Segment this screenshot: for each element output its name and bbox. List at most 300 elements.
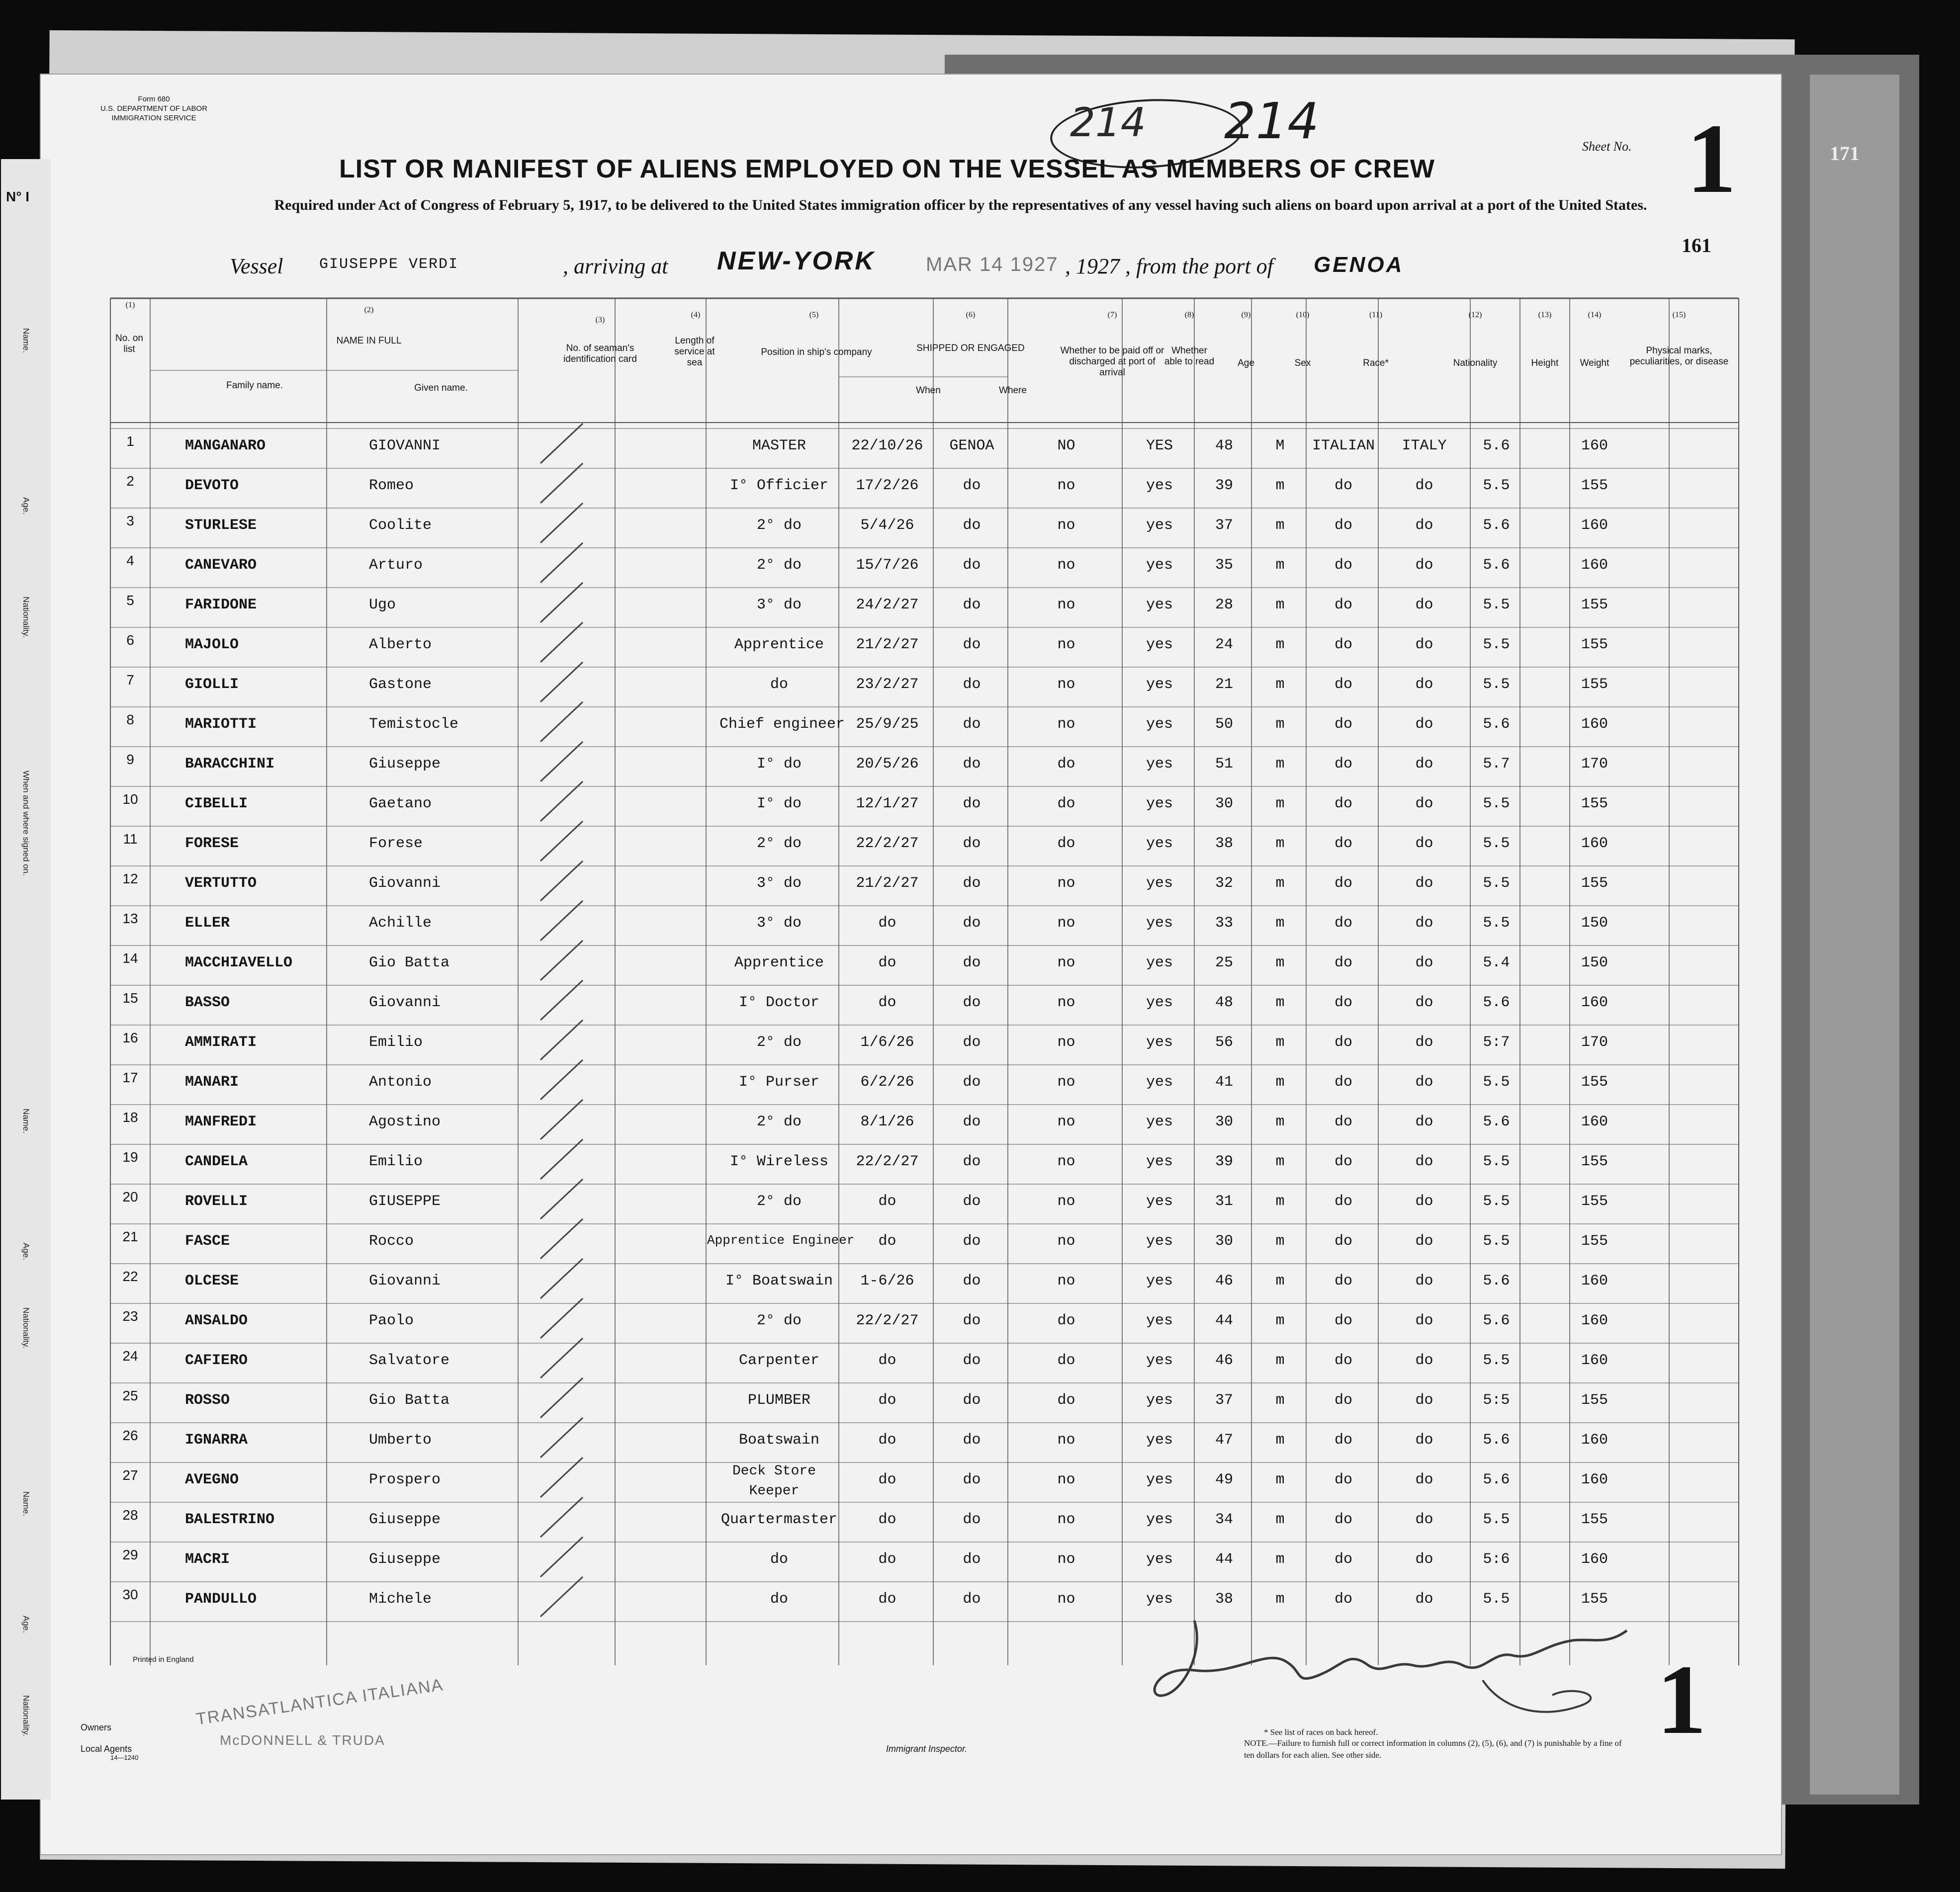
where-cell: do <box>963 1591 981 1608</box>
race-cell: do <box>1334 1511 1352 1528</box>
where-cell: do <box>963 1392 981 1409</box>
able-to-read-cell: yes <box>1146 1312 1173 1329</box>
nationality-cell: do <box>1415 1233 1433 1250</box>
table-row <box>41 627 1781 667</box>
nationality-cell: do <box>1415 954 1433 971</box>
when-cell: 17/2/26 <box>856 477 919 494</box>
paid-off-cell: no <box>1057 1551 1075 1568</box>
col-2-given: Given name. <box>414 383 468 393</box>
row-number: 23 <box>122 1308 138 1324</box>
when-cell: do <box>878 1471 896 1488</box>
row-number: 3 <box>126 513 134 528</box>
nationality-cell: do <box>1415 875 1433 892</box>
strip-label: Age. <box>21 497 31 515</box>
height-cell: 5.4 <box>1483 954 1510 971</box>
paid-off-cell: no <box>1057 597 1075 613</box>
row-number: 25 <box>122 1388 138 1403</box>
where-cell: do <box>963 676 981 693</box>
where-cell: do <box>963 835 981 852</box>
position-cell: do <box>770 676 788 693</box>
weight-cell: 155 <box>1581 1511 1608 1528</box>
form-number: Form 680 <box>138 95 170 103</box>
age-cell: 37 <box>1215 1392 1233 1409</box>
height-cell: 5.6 <box>1483 517 1510 534</box>
when-cell: 22/2/27 <box>856 1312 919 1329</box>
where-cell: do <box>963 1551 981 1568</box>
col-6-label: SHIPPED OR ENGAGED <box>916 343 1025 353</box>
race-cell: do <box>1334 875 1352 892</box>
sex-cell: m <box>1275 1153 1285 1170</box>
when-cell: 21/2/27 <box>856 636 919 653</box>
age-cell: 37 <box>1215 517 1233 534</box>
table-row <box>41 508 1781 548</box>
race-cell: do <box>1334 1233 1352 1250</box>
where-cell: GENOA <box>949 437 994 454</box>
weight-cell: 150 <box>1581 954 1608 971</box>
when-cell: do <box>878 994 896 1011</box>
age-cell: 28 <box>1215 597 1233 613</box>
nationality-cell: do <box>1415 557 1433 574</box>
col-11-label: Race* <box>1363 358 1389 368</box>
sex-cell: m <box>1275 795 1285 812</box>
departure-port: GENOA <box>1314 253 1404 277</box>
table-row <box>41 826 1781 866</box>
table-row <box>41 906 1781 946</box>
arrival-port: NEW-YORK <box>717 247 876 275</box>
age-cell: 41 <box>1215 1074 1233 1091</box>
row-number: 7 <box>126 672 134 688</box>
family-name-cell: BASSO <box>185 994 230 1011</box>
paid-off-cell: no <box>1057 1471 1075 1488</box>
able-to-read-cell: yes <box>1146 1352 1173 1369</box>
where-cell: do <box>963 1312 981 1329</box>
race-cell: do <box>1334 676 1352 693</box>
strip-number: N° I <box>6 189 29 204</box>
sex-cell: m <box>1275 1511 1285 1528</box>
sex-cell: m <box>1275 636 1285 653</box>
nationality-cell: do <box>1415 517 1433 534</box>
given-name-cell: Rocco <box>369 1233 414 1250</box>
weight-cell: 155 <box>1581 1193 1608 1210</box>
row-number: 22 <box>122 1269 138 1284</box>
row-number: 15 <box>122 990 138 1006</box>
race-cell: do <box>1334 636 1352 653</box>
col-14-label: Weight <box>1580 358 1609 368</box>
height-cell: 5.6 <box>1483 1273 1510 1290</box>
paid-off-cell: no <box>1057 1034 1075 1051</box>
sex-cell: m <box>1275 1471 1285 1488</box>
race-cell: do <box>1334 915 1352 932</box>
circled-number: 214 <box>1070 99 1146 146</box>
family-name-cell: IGNARRA <box>185 1432 248 1449</box>
paid-off-cell: do <box>1057 1392 1075 1409</box>
race-cell: do <box>1334 1153 1352 1170</box>
race-cell: do <box>1334 1432 1352 1449</box>
given-name-cell: Temistocle <box>369 716 459 733</box>
sex-cell: m <box>1275 1034 1285 1051</box>
race-cell: do <box>1334 1591 1352 1608</box>
given-name-cell: Giovanni <box>369 875 441 892</box>
strip-label: Age. <box>21 1616 31 1633</box>
col-12-label: Nationality <box>1453 358 1498 368</box>
family-name-cell: STURLESE <box>185 517 257 534</box>
when-cell: do <box>878 1511 896 1528</box>
nationality-cell: do <box>1415 994 1433 1011</box>
where-cell: do <box>963 636 981 653</box>
able-to-read-cell: yes <box>1146 756 1173 773</box>
weight-cell: 155 <box>1581 1591 1608 1608</box>
age-cell: 48 <box>1215 437 1233 454</box>
able-to-read-cell: yes <box>1146 517 1173 534</box>
given-name-cell: Giuseppe <box>369 1511 441 1528</box>
given-name-cell: Gio Batta <box>369 954 450 971</box>
row-number: 12 <box>122 871 138 886</box>
weight-cell: 155 <box>1581 1392 1608 1409</box>
weight-cell: 160 <box>1581 835 1608 852</box>
sex-cell: m <box>1275 875 1285 892</box>
family-name-cell: MARIOTTI <box>185 716 257 733</box>
race-cell: do <box>1334 716 1352 733</box>
age-cell: 33 <box>1215 915 1233 932</box>
position-cell: I° Doctor <box>738 994 820 1011</box>
sex-cell: m <box>1275 1193 1285 1210</box>
row-number: 10 <box>122 791 138 807</box>
position-cell: I° do <box>756 795 802 812</box>
strip-label: When and where signed on. <box>21 771 31 876</box>
family-name-cell: DEVOTO <box>185 477 239 494</box>
row-number: 11 <box>123 831 138 847</box>
where-cell: do <box>963 477 981 494</box>
family-name-cell: ROVELLI <box>185 1193 248 1210</box>
strip-label: Name. <box>21 1491 31 1517</box>
where-cell: do <box>963 915 981 932</box>
able-to-read-cell: yes <box>1146 1193 1173 1210</box>
position-cell: I° Boatswain <box>725 1273 833 1290</box>
height-cell: 5.5 <box>1483 676 1510 693</box>
family-name-cell: OLCESE <box>185 1273 239 1290</box>
position-cell: PLUMBER <box>747 1392 811 1409</box>
able-to-read-cell: yes <box>1146 1153 1173 1170</box>
age-cell: 39 <box>1215 477 1233 494</box>
family-name-cell: MANARI <box>185 1074 239 1091</box>
strip-label: Nationality. <box>21 1307 31 1349</box>
sex-cell: m <box>1275 716 1285 733</box>
race-cell: do <box>1334 1471 1352 1488</box>
paid-off-cell: no <box>1057 875 1075 892</box>
position-cell: 3° do <box>756 597 802 613</box>
when-cell: 21/2/27 <box>856 875 919 892</box>
given-name-cell: Alberto <box>369 636 432 653</box>
col-6-where: Where <box>999 385 1027 396</box>
height-cell: 5.7 <box>1483 756 1510 773</box>
family-name-cell: CANEVARO <box>185 557 257 574</box>
department: U.S. DEPARTMENT OF LABOR <box>100 104 208 113</box>
position-cell: 2° do <box>756 517 802 534</box>
height-cell: 5.5 <box>1483 1233 1510 1250</box>
family-name-cell: FORESE <box>185 835 239 852</box>
where-cell: do <box>963 597 981 613</box>
table-row <box>41 1502 1781 1542</box>
height-cell: 5.6 <box>1483 1312 1510 1329</box>
height-cell: 5.6 <box>1483 716 1510 733</box>
vessel-name: GIUSEPPE VERDI <box>319 256 459 273</box>
row-number: 16 <box>122 1030 138 1045</box>
age-cell: 30 <box>1215 1233 1233 1250</box>
height-cell: 5:6 <box>1483 1551 1510 1568</box>
race-cell: do <box>1334 1273 1352 1290</box>
strip-label: Nationality. <box>21 1695 31 1736</box>
able-to-read-cell: yes <box>1146 1233 1173 1250</box>
row-number: 28 <box>122 1507 138 1523</box>
paid-off-cell: no <box>1057 994 1075 1011</box>
paid-off-cell: do <box>1057 795 1075 812</box>
family-name-cell: CIBELLI <box>185 795 248 812</box>
where-cell: do <box>963 1193 981 1210</box>
col-4-num: (4) <box>691 311 701 319</box>
where-cell: do <box>963 1471 981 1488</box>
table-row <box>41 1423 1781 1462</box>
age-cell: 51 <box>1215 756 1233 773</box>
nationality-cell: do <box>1415 1432 1433 1449</box>
vessel-label: Vessel <box>230 254 283 278</box>
height-cell: 5.5 <box>1483 1193 1510 1210</box>
position-cell: 2° do <box>756 1034 802 1051</box>
able-to-read-cell: yes <box>1146 1392 1173 1409</box>
sex-cell: m <box>1275 756 1285 773</box>
col-13-num: (13) <box>1538 311 1552 319</box>
able-to-read-cell: yes <box>1146 1551 1173 1568</box>
weight-cell: 155 <box>1581 795 1608 812</box>
weight-cell: 155 <box>1581 477 1608 494</box>
col-10-num: (10) <box>1296 311 1310 319</box>
given-name-cell: Forese <box>369 835 423 852</box>
position-cell: Quartermaster <box>720 1511 838 1528</box>
race-cell: do <box>1334 1551 1352 1568</box>
weight-cell: 155 <box>1581 1153 1608 1170</box>
col-6-num: (6) <box>966 311 976 319</box>
family-name-cell: VERTUTTO <box>185 875 257 892</box>
height-cell: 5.5 <box>1483 477 1510 494</box>
race-cell: do <box>1334 994 1352 1011</box>
able-to-read-cell: yes <box>1146 994 1173 1011</box>
weight-cell: 170 <box>1581 756 1608 773</box>
age-cell: 49 <box>1215 1471 1233 1488</box>
when-cell: do <box>878 1193 896 1210</box>
given-name-cell: Giuseppe <box>369 756 441 773</box>
race-cell: do <box>1334 756 1352 773</box>
height-cell: 5.6 <box>1483 994 1510 1011</box>
family-name-cell: CAFIERO <box>185 1352 248 1369</box>
where-cell: do <box>963 1511 981 1528</box>
position-cell: do <box>770 1591 788 1608</box>
given-name-cell: Gastone <box>369 676 432 693</box>
table-row <box>41 1303 1781 1343</box>
sex-cell: m <box>1275 915 1285 932</box>
sex-cell: m <box>1275 1312 1285 1329</box>
age-cell: 44 <box>1215 1312 1233 1329</box>
col-9-num: (9) <box>1241 311 1251 319</box>
age-cell: 48 <box>1215 994 1233 1011</box>
col-2-family: Family name. <box>226 380 283 391</box>
height-cell: 5.6 <box>1483 1471 1510 1488</box>
nationality-cell: do <box>1415 1511 1433 1528</box>
weight-cell: 150 <box>1581 915 1608 932</box>
age-cell: 21 <box>1215 676 1233 693</box>
given-name-cell: Agostino <box>369 1114 441 1130</box>
nationality-cell: do <box>1415 597 1433 613</box>
sex-cell: M <box>1275 437 1285 454</box>
given-name-cell: Giovanni <box>369 994 441 1011</box>
age-cell: 35 <box>1215 557 1233 574</box>
date-stamp: MAR 14 1927 <box>926 254 1059 275</box>
paid-off-cell: no <box>1057 915 1075 932</box>
when-cell: do <box>878 1432 896 1449</box>
table-row <box>41 1184 1781 1224</box>
paid-off-cell: no <box>1057 1193 1075 1210</box>
paid-off-cell: no <box>1057 517 1075 534</box>
bottom-sheet-number: 1 <box>1657 1645 1706 1755</box>
able-to-read-cell: yes <box>1146 1074 1173 1091</box>
nationality-cell: do <box>1415 915 1433 932</box>
row-number: 2 <box>126 473 134 489</box>
age-cell: 31 <box>1215 1193 1233 1210</box>
able-to-read-cell: yes <box>1146 1432 1173 1449</box>
nationality-cell: do <box>1415 1273 1433 1290</box>
row-number: 21 <box>122 1229 138 1244</box>
when-cell: 20/5/26 <box>856 756 919 773</box>
paid-off-cell: do <box>1057 1312 1075 1329</box>
when-cell: 24/2/27 <box>856 597 919 613</box>
race-cell: do <box>1334 597 1352 613</box>
race-cell: do <box>1334 517 1352 534</box>
paid-off-cell: no <box>1057 954 1075 971</box>
position-cell: 3° do <box>756 915 802 932</box>
age-cell: 34 <box>1215 1511 1233 1528</box>
weight-cell: 160 <box>1581 1114 1608 1130</box>
age-cell: 24 <box>1215 636 1233 653</box>
paid-off-cell: no <box>1057 1591 1075 1608</box>
table-row <box>41 1462 1781 1502</box>
strip-label: Nationality. <box>21 597 31 638</box>
col-14-num: (14) <box>1588 311 1602 319</box>
nationality-cell: do <box>1415 477 1433 494</box>
age-cell: 38 <box>1215 835 1233 852</box>
given-name-cell: Emilio <box>369 1153 423 1170</box>
table-row <box>41 548 1781 588</box>
col-4-label: Length of service at sea <box>674 336 715 368</box>
row-number: 13 <box>122 911 138 926</box>
given-name-cell: Arturo <box>369 557 423 574</box>
where-cell: do <box>963 1114 981 1130</box>
nationality-cell: do <box>1415 756 1433 773</box>
sex-cell: m <box>1275 1352 1285 1369</box>
age-cell: 46 <box>1215 1352 1233 1369</box>
paid-off-cell: do <box>1057 1352 1075 1369</box>
position-cell: Apprentice <box>734 636 824 653</box>
age-cell: 56 <box>1215 1034 1233 1051</box>
weight-cell: 160 <box>1581 1352 1608 1369</box>
weight-cell: 160 <box>1581 994 1608 1011</box>
height-cell: 5.5 <box>1483 915 1510 932</box>
row-number: 17 <box>122 1070 138 1085</box>
underlying-sheet-edge <box>1810 75 1899 1795</box>
sex-cell: m <box>1275 1432 1285 1449</box>
age-cell: 44 <box>1215 1551 1233 1568</box>
row-number: 30 <box>122 1587 138 1602</box>
given-name-cell: Emilio <box>369 1034 423 1051</box>
col-5-label: Position in ship's company <box>761 347 872 357</box>
nationality-cell: do <box>1415 1312 1433 1329</box>
handwritten-number: 214 <box>1224 92 1319 150</box>
table-row <box>41 1264 1781 1303</box>
service: IMMIGRATION SERVICE <box>111 114 196 122</box>
when-cell: 23/2/27 <box>856 676 919 693</box>
weight-cell: 155 <box>1581 597 1608 613</box>
strip-label: Name. <box>21 328 31 353</box>
row-number: 8 <box>126 712 134 727</box>
col-7-num: (7) <box>1107 311 1117 319</box>
nationality-cell: do <box>1415 835 1433 852</box>
family-name-cell: CANDELA <box>185 1153 248 1170</box>
nationality-cell: do <box>1415 795 1433 812</box>
table-row <box>41 1065 1781 1105</box>
where-cell: do <box>963 1273 981 1290</box>
weight-cell: 160 <box>1581 557 1608 574</box>
race-cell: do <box>1334 1312 1352 1329</box>
nationality-cell: ITALY <box>1402 437 1447 454</box>
position-cell: Deck Store Keeper <box>732 1463 816 1499</box>
sex-cell: m <box>1275 1392 1285 1409</box>
nationality-cell: do <box>1415 1034 1433 1051</box>
where-cell: do <box>963 994 981 1011</box>
col-1-label: No. on list <box>115 333 143 354</box>
when-cell: do <box>878 1352 896 1369</box>
nationality-cell: do <box>1415 1352 1433 1369</box>
given-name-cell: Prospero <box>369 1471 441 1488</box>
sex-cell: m <box>1275 1114 1285 1130</box>
where-cell: do <box>963 795 981 812</box>
sex-cell: m <box>1275 597 1285 613</box>
paid-off-cell: do <box>1057 756 1075 773</box>
when-cell: do <box>878 954 896 971</box>
sex-cell: m <box>1275 1273 1285 1290</box>
when-cell: 6/2/26 <box>860 1074 914 1091</box>
where-cell: do <box>963 557 981 574</box>
position-cell: 2° do <box>756 557 802 574</box>
table-row <box>41 786 1781 826</box>
where-cell: do <box>963 756 981 773</box>
able-to-read-cell: yes <box>1146 477 1173 494</box>
position-cell: 2° do <box>756 1312 802 1329</box>
family-name-cell: ROSSO <box>185 1392 230 1409</box>
table-row <box>41 1105 1781 1144</box>
able-to-read-cell: yes <box>1146 915 1173 932</box>
race-cell: do <box>1334 954 1352 971</box>
family-name-cell: AVEGNO <box>185 1471 239 1488</box>
col-13-label: Height <box>1531 358 1559 368</box>
paid-off-cell: no <box>1057 1153 1075 1170</box>
where-cell: do <box>963 1352 981 1369</box>
family-name-cell: AMMIRATI <box>185 1034 257 1051</box>
race-cell: do <box>1334 1114 1352 1130</box>
where-cell: do <box>963 1432 981 1449</box>
row-number: 24 <box>122 1348 138 1364</box>
able-to-read-cell: yes <box>1146 835 1173 852</box>
family-name-cell: MANFREDI <box>185 1114 257 1130</box>
position-cell: Apprentice <box>734 954 824 971</box>
where-cell: do <box>963 716 981 733</box>
given-name-cell: Coolite <box>369 517 432 534</box>
